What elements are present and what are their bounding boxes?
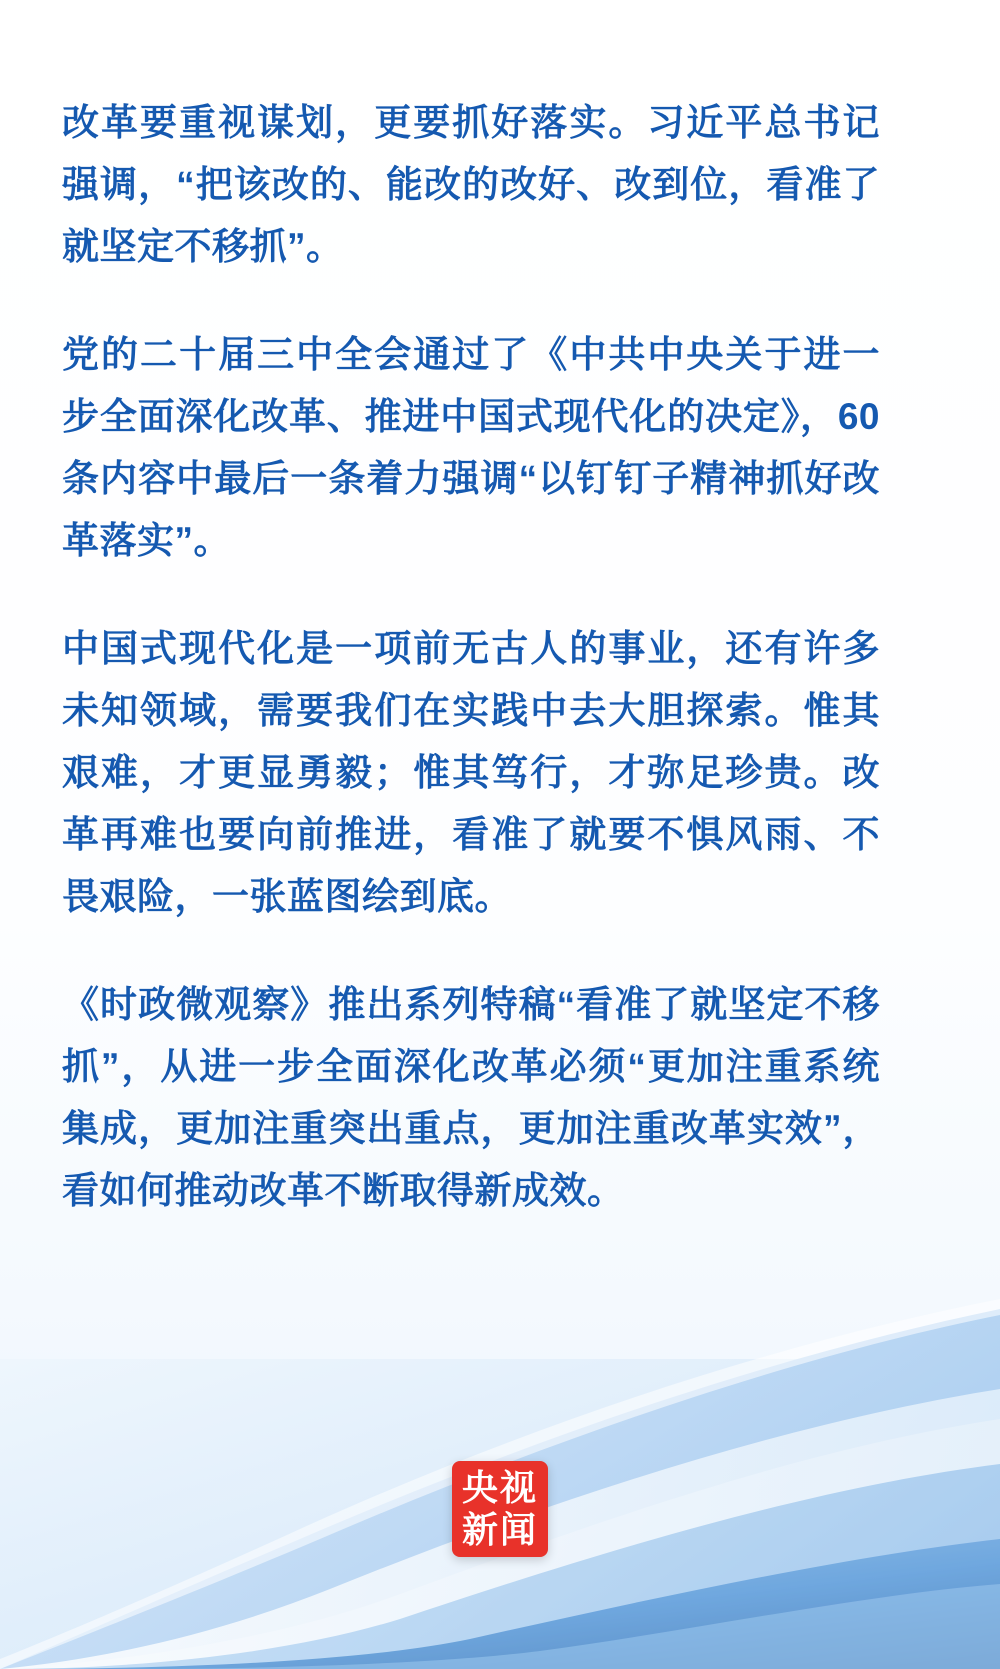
paragraph: 党的二十届三中全会通过了《中共中央关于进一步全面深化改革、推进中国式现代化的决定》，60条内容中最后一条着力强调“以钉钉子精神抓好改革落实”。 (62, 334, 880, 561)
paragraph: 改革要重视谋划，更要抓好落实。习近平总书记强调，“把该改的、能改的改好、改到位，看准了就坚定不移抓”。 (62, 102, 880, 267)
wave-svg (0, 1239, 1000, 1669)
article-body (62, 92, 880, 1222)
paragraph: 《时政微观察》推出系列特稿“看准了就坚定不移抓”，从进一步全面深化改革必须“更加注重系统集成，更加注重突出重点，更加注重改革实效”，看如何推动改革不断取得新成效。 (62, 984, 880, 1211)
logo-line-2: 新闻 (461, 1509, 538, 1550)
cctv-news-logo (452, 1461, 548, 1557)
logo-line-1: 央视 (461, 1467, 538, 1508)
wave-decoration (0, 1239, 1000, 1669)
paragraph: 中国式现代化是一项前无古人的事业，还有许多未知领域，需要我们在实践中去大胆探索。惟其艰难，才更显勇毅；惟其笃行，才弥足珍贵。改革再难也要向前推进，看准了就要不惧风雨、不畏艰险，一张蓝图绘到底。 (62, 628, 880, 917)
